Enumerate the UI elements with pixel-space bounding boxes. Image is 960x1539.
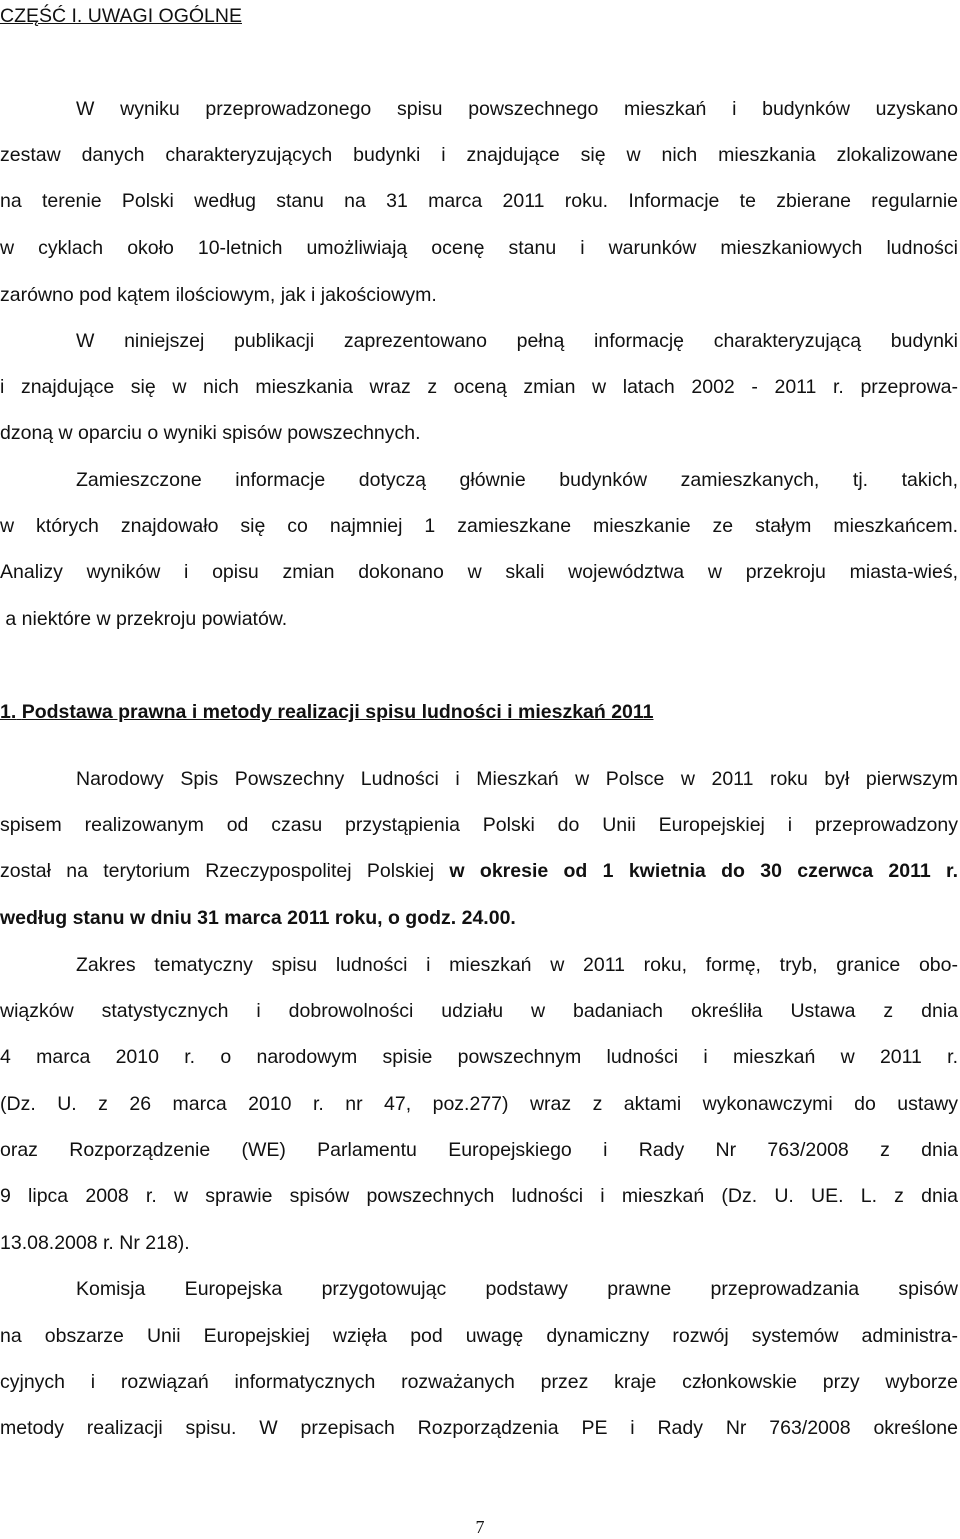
paragraph-line: 9 lipca 2008 r. w sprawie spisów powszechnych ludności i mieszkań (Dz. U. UE. L. z dnia: [0, 1185, 958, 1207]
paragraph-line: wiązków statystycznych i dobrowolności udziału w badaniach określiła Ustawa z dnia: [0, 1000, 958, 1022]
section-heading: [0, 697, 958, 727]
paragraph-line: na obszarze Unii Europejskiej wzięła pod uwagę dynamiczny rozwój systemów administra-: [0, 1325, 958, 1347]
paragraph-line: Narodowy Spis Powszechny Ludności i Mieszkań w Polsce w 2011 roku był pierwszym: [76, 768, 958, 790]
paragraph-line: W wyniku przeprowadzonego spisu powszechnego mieszkań i budynków uzyskano: [76, 98, 958, 120]
line-plain-text: został na terytorium Rzeczypospolitej Polskiej: [0, 860, 450, 882]
paragraph-line: Zamieszczone informacje dotyczą głównie budynków zamieszkanych, tj. takich,: [76, 469, 958, 491]
paragraph-line: W niniejszej publikacji zaprezentowano pełną informację charakteryzującą budynki: [76, 330, 958, 352]
paragraph-line: Analizy wyników i opisu zmian dokonano w skali województwa w przekroju miasta-wieś,: [0, 561, 958, 583]
paragraph-line: dzoną w oparciu o wyniki spisów powszechnych.: [0, 422, 421, 444]
paragraph-line: Komisja Europejska przygotowując podstawy prawne przeprowadzania spisów: [76, 1278, 958, 1300]
section-number: 1.: [0, 701, 17, 723]
page-number: 7: [475, 1517, 485, 1537]
paragraph-line: Zakres tematyczny spisu ludności i mieszkań w 2011 roku, formę, tryb, granice obo-: [76, 954, 958, 976]
paragraph-line: zarówno pod kątem ilościowym, jak i jakościowym.: [0, 284, 437, 306]
paragraph-line: na terenie Polski według stanu na 31 marca 2011 roku. Informacje te zbierane regularnie: [0, 190, 958, 212]
census-reference-date: według stanu w dniu 31 marca 2011 roku, o godz. 24.00.: [0, 907, 516, 929]
part-heading: CZĘŚĆ I. UWAGI OGÓLNE: [0, 5, 242, 27]
paragraph-line: [0, 856, 958, 886]
paragraph-line: w cyklach około 10-letnich umożliwiają ocenę stanu i warunków mieszkaniowych ludności: [0, 237, 958, 259]
census-period-bold: w okresie od 1 kwietnia do 30 czerwca 2011 r.: [449, 860, 958, 882]
paragraph-line: zestaw danych charakteryzujących budynki i znajdujące się w nich mieszkania zlokalizowane: [0, 144, 958, 166]
paragraph-line: metody realizacji spisu. W przepisach Rozporządzenia PE i Rady Nr 763/2008 określone: [0, 1417, 958, 1439]
paragraph-line: (Dz. U. z 26 marca 2010 r. nr 47, poz.277) wraz z aktami wykonawczymi do ustawy: [0, 1093, 958, 1115]
paragraph-line: oraz Rozporządzenie (WE) Parlamentu Europejskiego i Rady Nr 763/2008 z dnia: [0, 1139, 958, 1161]
paragraph-line: cyjnych i rozwiązań informatycznych rozważanych przez kraje członkowskie przy wyborze: [0, 1371, 958, 1393]
paragraph-line: w których znajdowało się co najmniej 1 zamieszkane mieszkanie ze stałym mieszkańcem.: [0, 515, 958, 537]
section-title: Podstawa prawna i metody realizacji spisu ludności i mieszkań 2011: [21, 701, 654, 723]
paragraph-line: 13.08.2008 r. Nr 218).: [0, 1232, 190, 1254]
paragraph-line: spisem realizowanym od czasu przystąpienia Polski do Unii Europejskiej i przeprowadzony: [0, 814, 958, 836]
paragraph-line: a niektóre w przekroju powiatów.: [0, 608, 288, 630]
paragraph-line: 4 marca 2010 r. o narodowym spisie powszechnym ludności i mieszkań w 2011 r.: [0, 1046, 958, 1068]
paragraph-line: i znajdujące się w nich mieszkania wraz z oceną zmian w latach 2002 - 2011 r. przeprowa-: [0, 376, 958, 398]
